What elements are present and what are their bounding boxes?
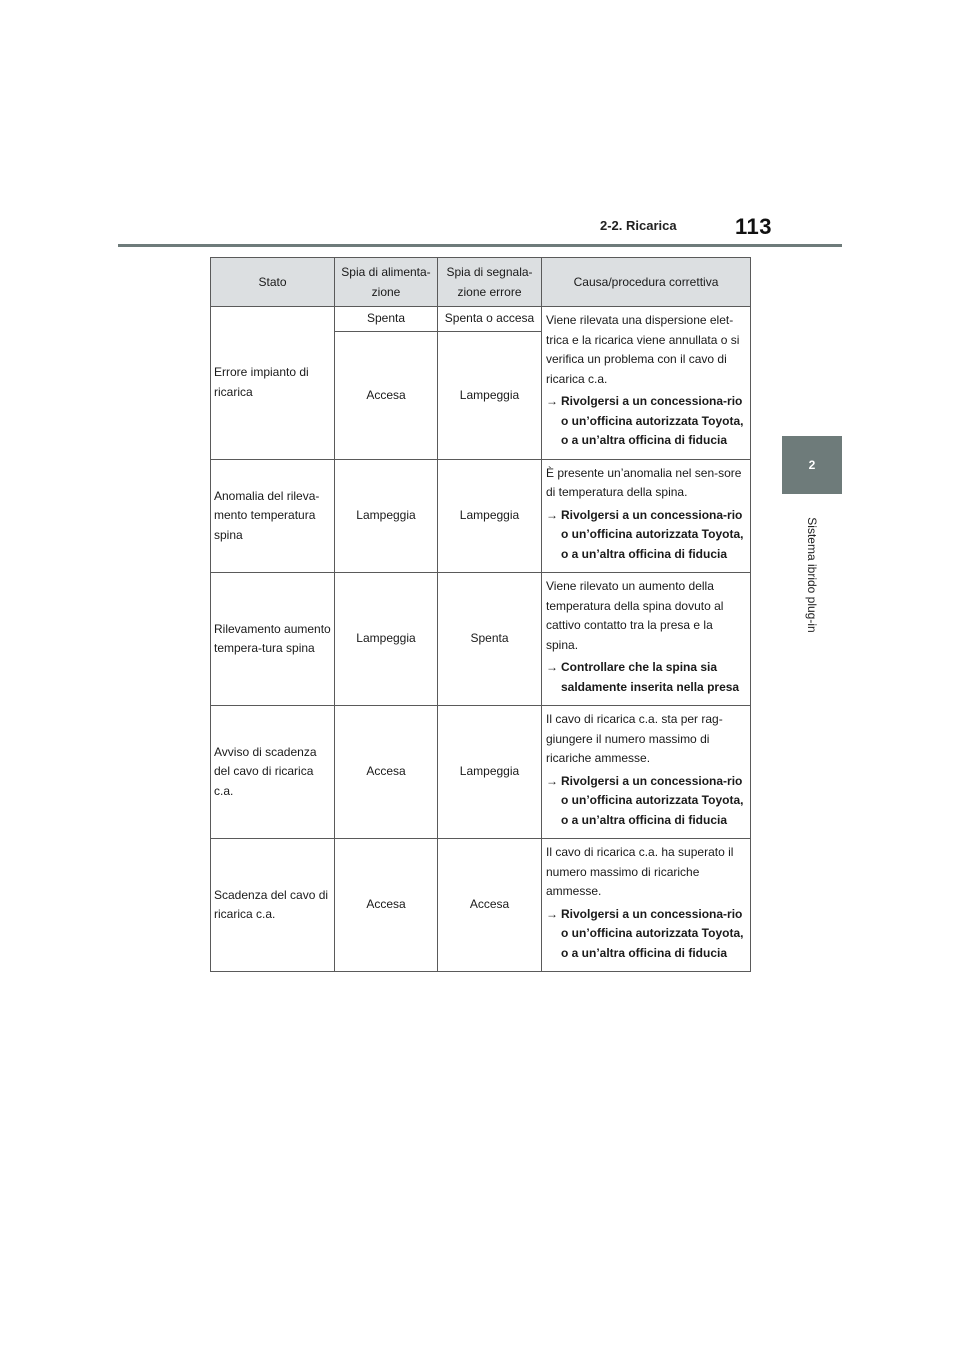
action-text: Controllare che la spina sia saldamente inserita nella presa	[561, 660, 740, 694]
column-header-cause: Causa/procedura correttiva	[542, 258, 751, 307]
section-title: 2-2. Ricarica	[600, 218, 677, 233]
column-header-error-light: Spia di segnala-zione errore	[438, 258, 542, 307]
page-number: 113	[735, 214, 772, 239]
action-text: Rivolgersi a un concessiona-rio o un’officina autorizzata Toyota, o a un’altra officina di fiducia	[561, 394, 744, 447]
action-item	[546, 905, 746, 964]
action-text: Rivolgersi a un concessiona-rio o un’officina autorizzata Toyota, o a un’altra officina di fiducia	[561, 507, 744, 561]
table-row	[211, 706, 751, 839]
error-light-cell: Lampeggia	[438, 706, 542, 839]
table-header-row	[211, 258, 751, 307]
action-item	[546, 658, 746, 697]
cause-cell	[542, 839, 751, 972]
cause-cell	[542, 459, 751, 573]
error-light-cell: Lampeggia	[438, 459, 542, 573]
cause-cell	[542, 573, 751, 706]
status-table	[210, 257, 751, 972]
action-item	[546, 392, 746, 451]
cause-text: Viene rilevata una dispersione elet-trica e la ricarica viene annullata o si verifica un problema con il cavo di ricarica c.a.	[546, 313, 740, 386]
column-header-power-light: Spia di alimenta-zione	[335, 258, 438, 307]
error-light-cell: Spenta o accesa	[438, 307, 542, 332]
table-row	[211, 839, 751, 972]
cause-text: È presente un’anomalia nel sen-sore di temperatura della spina.	[546, 465, 742, 499]
stato-cell: Anomalia del rileva-mento temperatura spina	[211, 459, 335, 573]
power-light-cell: Lampeggia	[335, 459, 438, 573]
error-light-cell: Accesa	[438, 839, 542, 972]
cause-cell	[542, 706, 751, 839]
stato-cell: Scadenza del cavo di ricarica c.a.	[211, 839, 335, 972]
stato-cell: Avviso di scadenza del cavo di ricarica c.a.	[211, 706, 335, 839]
action-text: Rivolgersi a un concessiona-rio o un’officina autorizzata Toyota, o a un’altra officina di fiducia	[561, 906, 744, 960]
power-light-cell: Spenta	[335, 307, 438, 332]
error-light-cell: Lampeggia	[438, 332, 542, 460]
action-text: Rivolgersi a un concessiona-rio o un’officina autorizzata Toyota, o a un’altra officina di fiducia	[561, 773, 744, 827]
cause-text: Viene rilevato un aumento della temperatura della spina dovuto al cattivo contatto tra la presa e la spina.	[546, 579, 724, 652]
power-light-cell: Lampeggia	[335, 573, 438, 706]
action-item	[546, 506, 746, 565]
chapter-label: Sistema ibrido plug-in	[805, 517, 819, 633]
table-row	[211, 573, 751, 706]
arrow-right-icon: →	[546, 906, 558, 921]
chapter-number: 2	[808, 458, 816, 472]
table-row	[211, 307, 751, 332]
chapter-tab	[782, 436, 842, 494]
power-light-cell: Accesa	[335, 706, 438, 839]
action-item	[546, 772, 746, 831]
arrow-right-icon: →	[546, 507, 558, 522]
cause-text: Il cavo di ricarica c.a. sta per rag-giungere il numero massimo di ricariche ammesse.	[546, 712, 723, 765]
power-light-cell: Accesa	[335, 839, 438, 972]
arrow-right-icon: →	[546, 660, 558, 674]
arrow-right-icon: →	[546, 394, 558, 408]
cause-cell	[542, 307, 751, 460]
stato-cell: Rilevamento aumento tempera-tura spina	[211, 573, 335, 706]
stato-cell: Errore impianto di ricarica	[211, 307, 335, 460]
table-row	[211, 459, 751, 573]
power-light-cell: Accesa	[335, 332, 438, 460]
error-light-cell: Spenta	[438, 573, 542, 706]
column-header-stato: Stato	[211, 258, 335, 307]
arrow-right-icon: →	[546, 773, 558, 788]
header-divider	[118, 244, 842, 247]
cause-text: Il cavo di ricarica c.a. ha superato il numero massimo di ricariche ammesse.	[546, 845, 734, 898]
